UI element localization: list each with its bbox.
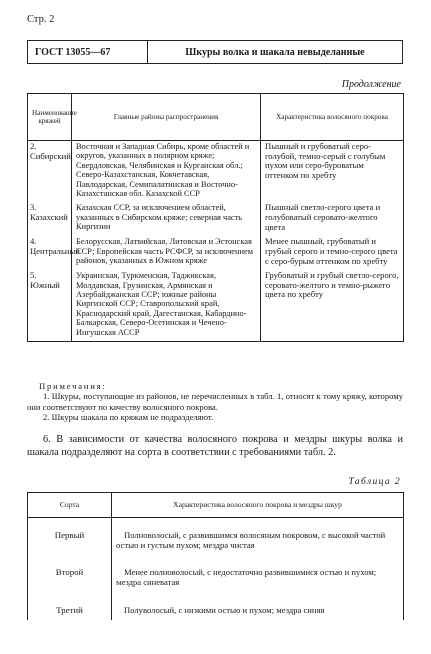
row-hair: Грубоватый и грубый светло-серого, серовато-желтого и темно-рыжего цвета по хребту bbox=[261, 270, 404, 341]
row-name: 5. Южный bbox=[28, 270, 72, 341]
table-row bbox=[28, 593, 404, 620]
notes-section bbox=[27, 381, 403, 422]
standard-code: ГОСТ 13055—67 bbox=[28, 41, 148, 63]
row-name: 2. Сибирский bbox=[28, 141, 72, 203]
document-header bbox=[27, 40, 403, 64]
note-item: 1. Шкуры, поступающие из районов, не перечисленных в табл. 1, относят к тому кряжу, которому они соответствуют по качеству волосяного покрова. bbox=[27, 391, 403, 412]
grade-name: Третий bbox=[28, 593, 112, 620]
paragraph-6 bbox=[27, 434, 403, 460]
notes-heading: Примечания: bbox=[39, 381, 107, 391]
column-header-name: Наименование кряжей bbox=[28, 94, 72, 141]
grade-name: Первый bbox=[28, 518, 112, 556]
grade-desc: Полуволосый, с низкими остью и пухом; мездра синяя bbox=[112, 593, 404, 620]
grade-desc: Менее полноволосый, с недостаточно развившимися остью и пухом; мездра синеватая bbox=[112, 555, 404, 592]
row-hair: Пышный и грубоватый серо-голубой, темно-серый с голубым пухом или серо-буроватым оттенком по хребту bbox=[261, 141, 404, 203]
document-title: Шкуры волка и шакала невыделанные bbox=[185, 46, 365, 58]
column-header-desc: Характеристика волосяного покрова и мездры шкур bbox=[112, 493, 404, 518]
table-row bbox=[28, 202, 404, 236]
page-number: Стр. 2 bbox=[27, 14, 55, 25]
table2-caption: Таблица 2 bbox=[348, 477, 401, 487]
grades-table bbox=[27, 492, 404, 620]
table-row bbox=[28, 270, 404, 341]
regions-table bbox=[27, 93, 404, 342]
column-header-grade: Сорта bbox=[28, 493, 112, 518]
row-name: 3. Казахский bbox=[28, 202, 72, 236]
row-regions: Восточная и Западная Сибирь, кроме областей и округов, указанных в полярном кряже; Свердловская, Челябинская и Курганская обл.; Северо-Казахстанская, Кокчетавская, Павлодарская, Семипалатинская и Восточно-Казахстанская обл. Казахской ССР bbox=[72, 141, 261, 203]
row-name: 4. Центральный bbox=[28, 236, 72, 270]
regions-table-header bbox=[28, 94, 404, 141]
row-regions: Украинская, Туркменская, Таджикская, Молдавская, Грузинская, Армянская и Азербайджанская ССР; южные районы Киргизской ССР; Ставропольский край, Краснодарский край, Дагестанская, Кабардино-Балкарская, Северо-Осетинская и Чечено-Ингушская АССР bbox=[72, 270, 261, 341]
grade-desc: Полноволосый, с развившимся волосяным покровом, с высокой частой остью и густым пухом; мездра чистая bbox=[112, 518, 404, 556]
column-header-regions: Главные районы распространения bbox=[72, 94, 261, 141]
grades-table-header bbox=[28, 493, 404, 518]
note-item: 2. Шкуры шакала по кряжам не подразделяют. bbox=[43, 411, 214, 422]
table-row bbox=[28, 518, 404, 556]
row-hair: Пышный светло-серого цвета и голубоватый серовато-желтого цвета bbox=[261, 202, 404, 236]
table-row bbox=[28, 236, 404, 270]
grade-name: Второй bbox=[28, 555, 112, 592]
row-hair: Менее пышный, грубоватый и грубый серого и темно-серого цвета с серо-бурым оттенком по хребту bbox=[261, 236, 404, 270]
column-header-hair: Характеристика волосяного покрова bbox=[261, 94, 404, 141]
row-regions: Казахская ССР, за исключением областей, указанных в Сибирском кряже; северная часть Киргизии bbox=[72, 202, 261, 236]
table-row bbox=[28, 555, 404, 592]
continuation-label: Продолжение bbox=[341, 79, 401, 90]
row-regions: Белорусская, Латвийская, Литовская и Эстонская ССР; Европейская часть РСФСР, за исключением районов, указанных в Южном кряже bbox=[72, 236, 261, 270]
paragraph-6-text: 6. В зависимости от качества волосяного покрова и мездры шкуры волка и шакала подразделяют на сорта в соответствии с требованиями табл. 2. bbox=[27, 434, 403, 458]
table-row bbox=[28, 141, 404, 203]
